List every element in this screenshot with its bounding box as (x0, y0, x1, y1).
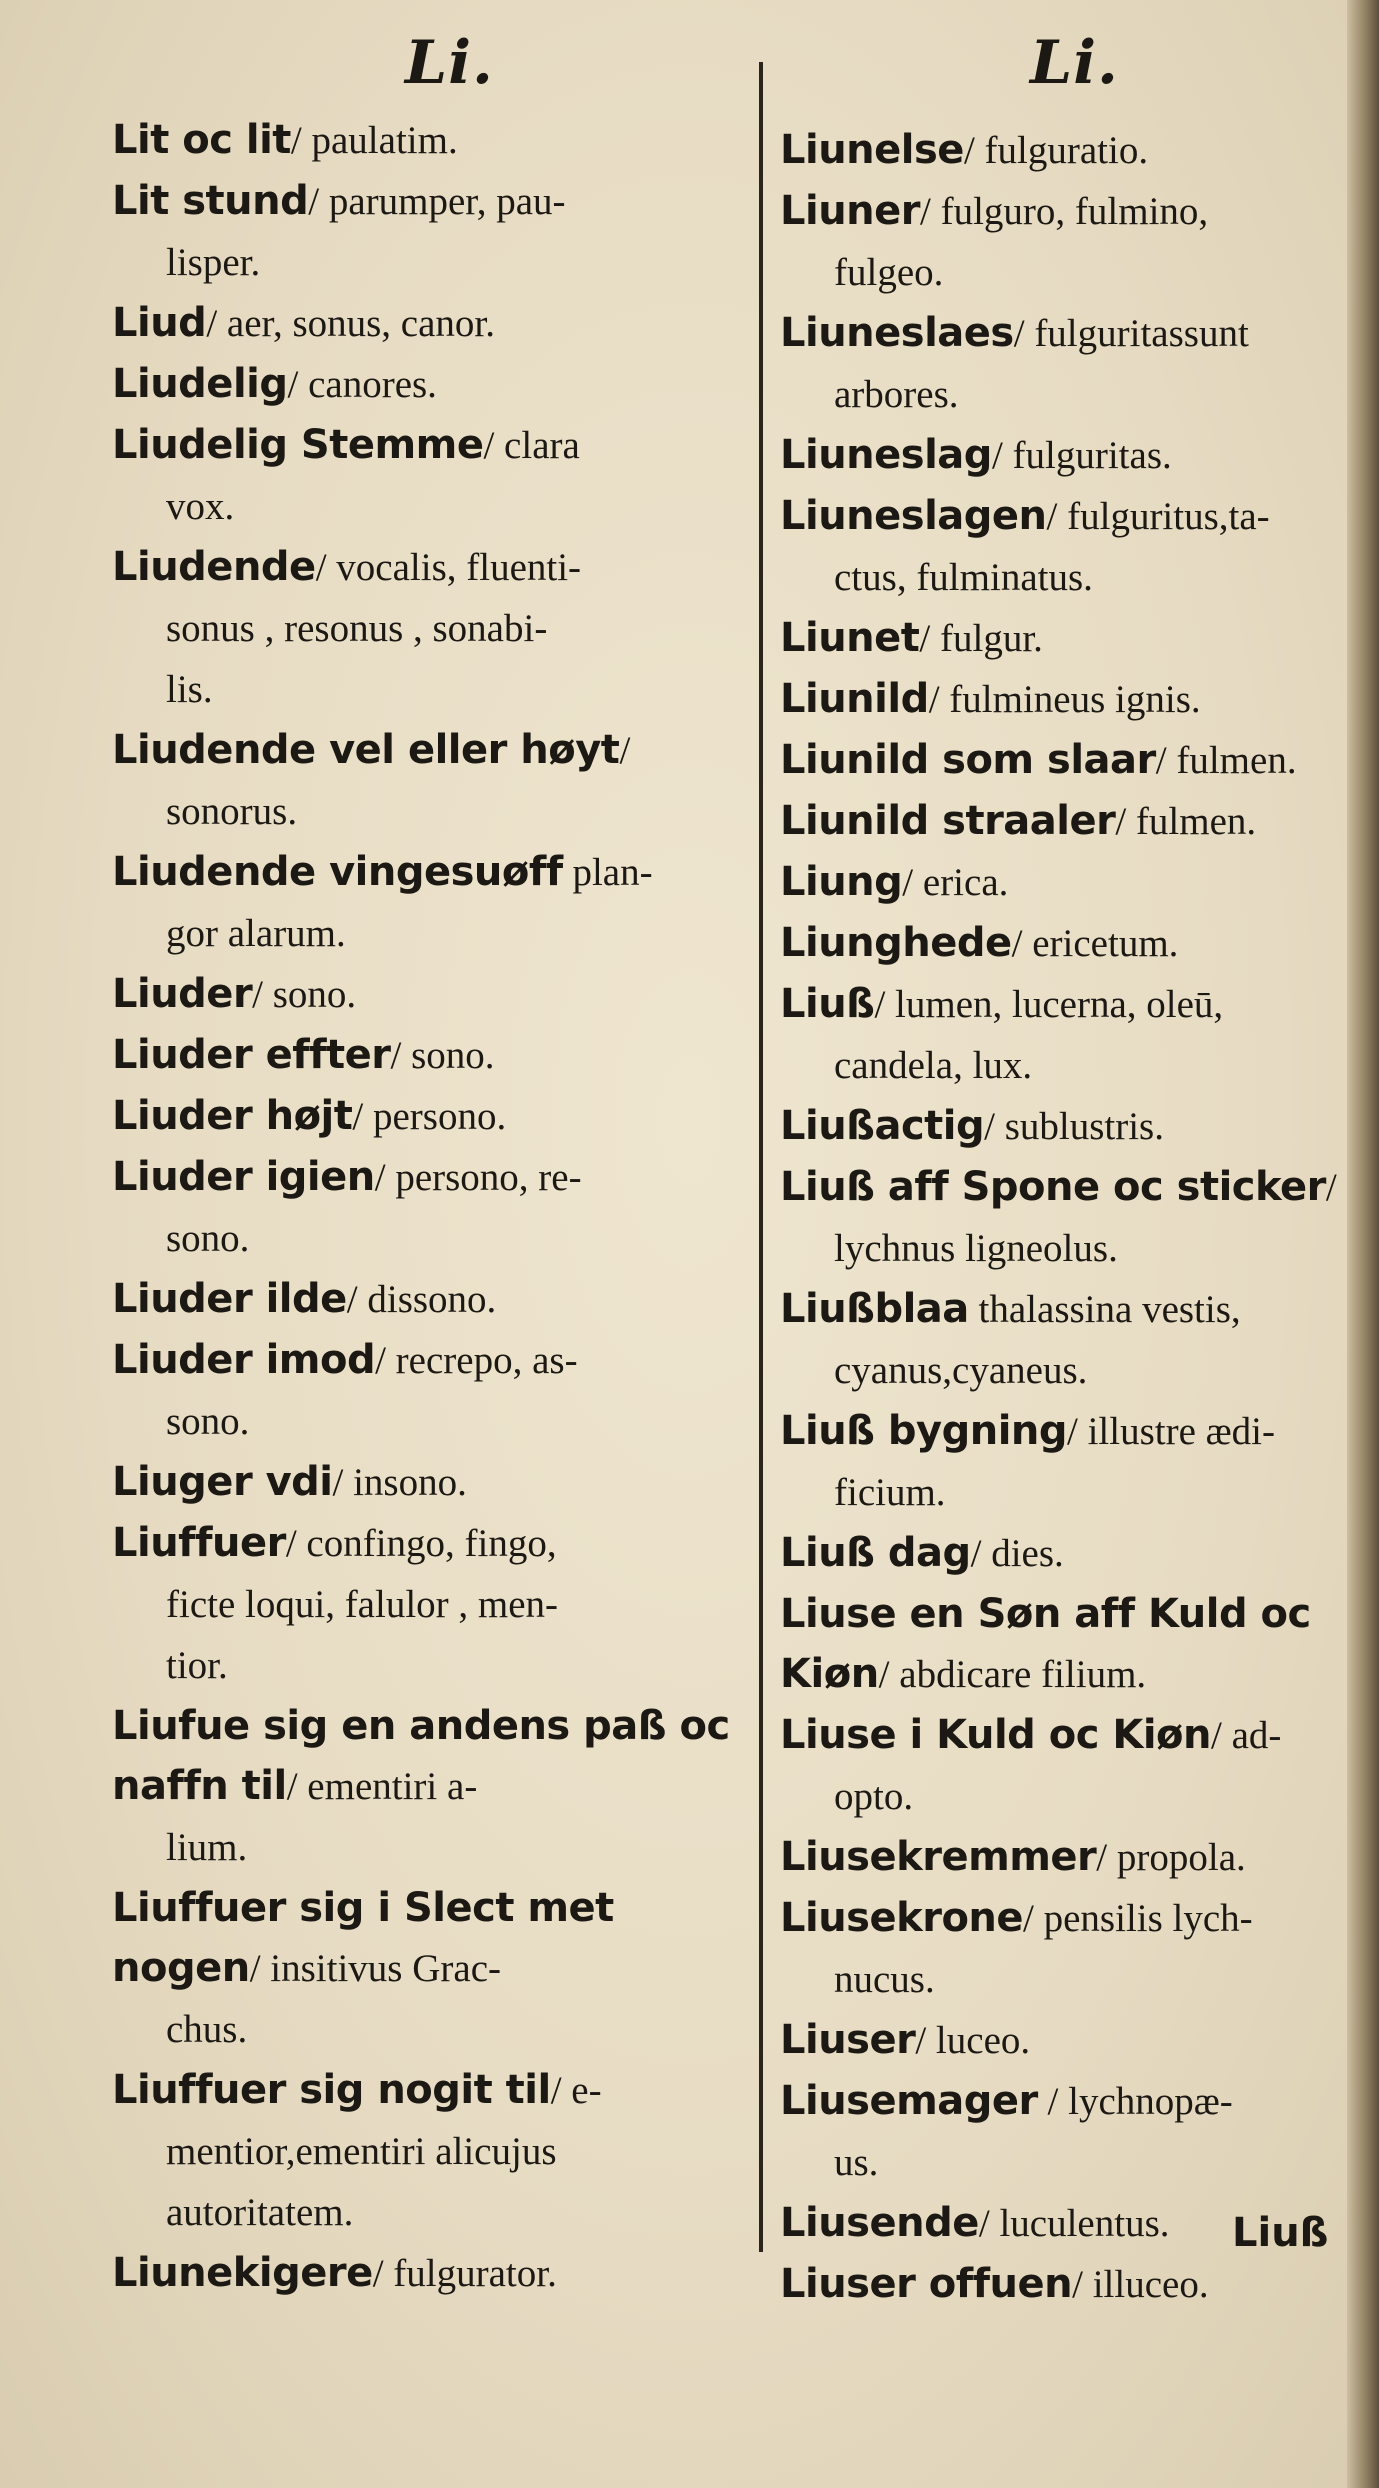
entry-headword: Liudende vingesuøff (112, 849, 563, 895)
dictionary-entry-continuation (780, 1766, 1360, 1827)
entry-headword: Liuser offuen (780, 2261, 1073, 2307)
dictionary-entry (780, 2071, 1360, 2132)
entry-definition: fulgeo. (834, 251, 944, 294)
entry-headword: Lit stund (112, 178, 309, 224)
dictionary-entry-continuation (780, 2132, 1360, 2193)
dictionary-entry (780, 730, 1360, 791)
entry-headword: Liuder effter (112, 1032, 391, 1078)
entry-headword: Lit oc lit (112, 117, 291, 163)
entry-definition: / confingo, fingo, (285, 1522, 557, 1565)
dictionary-entry (780, 1279, 1360, 1340)
dictionary-entry (112, 1878, 752, 1999)
entry-definition: ctus, fulminatus. (834, 556, 1093, 599)
dictionary-entry-continuation (780, 1035, 1360, 1096)
entry-definition: chus. (166, 2008, 248, 2051)
entry-definition: / persono, re- (374, 1156, 582, 1199)
entry-headword: Liunild som slaar (780, 737, 1156, 783)
dictionary-entry-continuation (112, 1999, 752, 2060)
dictionary-entry-continuation (112, 1635, 752, 1696)
dictionary-entry (780, 1705, 1360, 1766)
entry-headword: Liuder ilde (112, 1276, 347, 1322)
dictionary-entry (780, 1096, 1360, 1157)
entry-definition: lychnus ligneolus. (834, 1227, 1118, 1270)
entry-headword: Liuder imod (112, 1337, 376, 1383)
entry-headword: Liuß bygning (780, 1408, 1068, 1454)
dictionary-entry (112, 1452, 752, 1513)
dictionary-entry (112, 964, 752, 1025)
entry-headword: Liuffuer sig i Slect met nogen (112, 1885, 614, 1991)
dictionary-entry (780, 791, 1360, 852)
dictionary-entry (780, 913, 1360, 974)
entry-definition: tior. (166, 1644, 228, 1687)
dictionary-entry (112, 171, 752, 232)
entry-definition: sonorus. (166, 790, 298, 833)
entry-definition: nucus. (834, 1958, 935, 2001)
entry-definition: / fulmen. (1155, 739, 1297, 782)
dictionary-entry (780, 486, 1360, 547)
page-header-left: Li. (405, 28, 494, 98)
entry-definition: / paulatim. (290, 119, 458, 162)
dictionary-entry-continuation (780, 547, 1360, 608)
entry-headword: Liunet (780, 615, 920, 661)
entry-definition: cyanus,cyaneus. (834, 1349, 1088, 1392)
entry-definition: lisper. (166, 241, 261, 284)
dictionary-entry (112, 354, 752, 415)
entry-headword: Liunild straaler (780, 798, 1116, 844)
dictionary-entry (780, 2010, 1360, 2071)
dictionary-entry (780, 669, 1360, 730)
entry-definition: / lumen, lucerna, oleū, (874, 983, 1224, 1026)
dictionary-entry (112, 110, 752, 171)
entry-headword: Liusende (780, 2200, 979, 2246)
entry-definition: / fulguratio. (963, 129, 1149, 172)
entry-definition: arbores. (834, 373, 959, 416)
entry-definition: / illuceo. (1072, 2263, 1209, 2306)
entry-definition: / dissono. (346, 1278, 497, 1321)
right-column (780, 120, 1360, 2315)
entry-headword: Liuneslagen (780, 493, 1047, 539)
dictionary-entry (112, 537, 752, 598)
entry-definition: lis. (166, 668, 213, 711)
dictionary-entry (780, 120, 1360, 181)
entry-definition: sono. (166, 1400, 250, 1443)
entry-definition: / e- (550, 2069, 602, 2112)
dictionary-entry-continuation (780, 1462, 1360, 1523)
dictionary-entry (112, 1147, 752, 1208)
entry-definition: / lychnopæ- (1037, 2080, 1233, 2123)
dictionary-entry-continuation (780, 1340, 1360, 1401)
entry-headword: Liudende vel eller høyt (112, 727, 620, 773)
entry-definition: / sono. (252, 973, 357, 1016)
entry-headword: Liuner (780, 188, 921, 234)
dictionary-entry (112, 842, 752, 903)
entry-definition: / fulmineus ignis. (928, 678, 1201, 721)
entry-definition: / fulguritas. (991, 434, 1172, 477)
entry-definition: / ad- (1211, 1714, 1282, 1757)
dictionary-entry (780, 2254, 1360, 2315)
dictionary-entry (780, 181, 1360, 242)
dictionary-entry-continuation (112, 781, 752, 842)
entry-definition: / pensilis lych- (1023, 1897, 1253, 1940)
entry-headword: Liußactig (780, 1103, 985, 1149)
dictionary-entry-continuation (112, 232, 752, 293)
entry-headword: Liuser (780, 2017, 916, 2063)
entry-headword: Liuß dag (780, 1530, 971, 1576)
dictionary-entry (780, 974, 1360, 1035)
entry-definition: / vocalis, fluenti- (315, 546, 582, 589)
entry-headword: Liudelig (112, 361, 288, 407)
entry-headword: Liuder højt (112, 1093, 353, 1139)
entry-headword: Liuffuer (112, 1520, 286, 1566)
entry-headword: Liud (112, 300, 207, 346)
dictionary-entry (112, 1330, 752, 1391)
entry-headword: Liung (780, 859, 903, 905)
dictionary-entry (780, 1584, 1360, 1705)
entry-headword: Liunild (780, 676, 929, 722)
dictionary-entry-continuation (780, 1949, 1360, 2010)
dictionary-entry-continuation (112, 1817, 752, 1878)
dictionary-entry (112, 1513, 752, 1574)
entry-headword: Liuneslag (780, 432, 992, 478)
entry-definition: / recrepo, as- (375, 1339, 578, 1382)
dictionary-entry-continuation (112, 2182, 752, 2243)
entry-headword: Liudelig Stemme (112, 422, 484, 468)
entry-headword: Liusemager (780, 2078, 1038, 2124)
dictionary-entry-continuation (112, 1208, 752, 1269)
dictionary-entry (780, 1827, 1360, 1888)
entry-definition: / insono. (332, 1461, 467, 1504)
dictionary-entry (112, 1025, 752, 1086)
dictionary-entry (112, 293, 752, 354)
entry-definition: vox. (166, 485, 235, 528)
left-column (112, 110, 752, 2304)
entry-definition: / persono. (352, 1095, 507, 1138)
entry-headword: Liunekigere (112, 2250, 373, 2296)
entry-definition: / ementiri a- (286, 1765, 478, 1808)
entry-headword: Liuder igien (112, 1154, 375, 1200)
entry-headword: Liusekremmer (780, 1834, 1097, 1880)
entry-definition: / fulmen. (1115, 800, 1257, 843)
dictionary-entry (112, 415, 752, 476)
entry-headword: Liusekrone (780, 1895, 1024, 1941)
entry-definition: / abdicare filium. (878, 1653, 1147, 1696)
dictionary-entry-continuation (112, 1574, 752, 1635)
dictionary-entry-continuation (780, 242, 1360, 303)
entry-definition: / (1325, 1166, 1337, 1209)
dictionary-entry (780, 1888, 1360, 1949)
entry-definition: us. (834, 2141, 879, 2184)
dictionary-entry-continuation (112, 476, 752, 537)
dictionary-entry-continuation (780, 364, 1360, 425)
entry-headword: Liudende (112, 544, 316, 590)
entry-definition: / fulgurator. (372, 2252, 557, 2295)
entry-definition: / sono. (390, 1034, 495, 1077)
entry-definition: sono. (166, 1217, 250, 1260)
dictionary-entry-continuation (112, 659, 752, 720)
entry-definition: / aer, sonus, canor. (206, 302, 496, 345)
entry-definition: / fulgur. (919, 617, 1043, 660)
entry-headword: Liußblaa (780, 1286, 969, 1332)
entry-definition: / fulguritassunt (1013, 312, 1249, 355)
entry-definition: candela, lux. (834, 1044, 1033, 1087)
dictionary-entry (112, 2243, 752, 2304)
dictionary-entry-continuation (780, 1218, 1360, 1279)
dictionary-entry (780, 1401, 1360, 1462)
entry-definition: sonus , resonus , sonabi- (166, 607, 548, 650)
entry-definition: mentior,ementiri alicujus (166, 2130, 557, 2173)
dictionary-entry-continuation (112, 1391, 752, 1452)
entry-definition: / illustre ædi- (1067, 1410, 1276, 1453)
dictionary-entry (780, 1157, 1360, 1218)
entry-definition: lium. (166, 1826, 248, 1869)
entry-headword: Liuß aff Spone oc sticker (780, 1164, 1326, 1210)
dictionary-entry-continuation (112, 903, 752, 964)
dictionary-entry-continuation (112, 2121, 752, 2182)
entry-definition: / erica. (902, 861, 1009, 904)
entry-definition: / (619, 729, 631, 772)
page-header-right: Li. (1030, 28, 1119, 98)
catchword: Liuß (1232, 2210, 1329, 2256)
entry-definition: / canores. (287, 363, 437, 406)
entry-headword: Liuß (780, 981, 875, 1027)
entry-headword: Liuffuer sig nogit til (112, 2067, 551, 2113)
entry-definition: ficte loqui, falulor , men- (166, 1583, 559, 1626)
entry-definition: / dies. (970, 1532, 1064, 1575)
entry-definition: / parumper, pau- (308, 180, 566, 223)
dictionary-entry (112, 1086, 752, 1147)
entry-definition: ficium. (834, 1471, 946, 1514)
entry-definition: / fulguritus,ta- (1046, 495, 1270, 538)
entry-definition: / insitivus Grac- (249, 1947, 501, 1990)
dictionary-entry (780, 303, 1360, 364)
entry-headword: Liunghede (780, 920, 1012, 966)
dictionary-entry (780, 1523, 1360, 1584)
dictionary-entry (112, 1269, 752, 1330)
entry-headword: Liufue sig en andens paß oc naffn til (112, 1703, 730, 1809)
entry-definition: thalassina vestis, (968, 1288, 1241, 1331)
dictionary-entry-continuation (112, 598, 752, 659)
entry-headword: Liunelse (780, 127, 964, 173)
entry-definition: gor alarum. (166, 912, 346, 955)
dictionary-entry (112, 720, 752, 781)
entry-definition: / clara (483, 424, 580, 467)
entry-headword: Liuneslaes (780, 310, 1014, 356)
entry-definition: / sublustris. (984, 1105, 1164, 1148)
entry-headword: Liuder (112, 971, 253, 1017)
dictionary-entry (780, 852, 1360, 913)
entry-definition: autoritatem. (166, 2191, 354, 2234)
entry-definition: opto. (834, 1775, 914, 1818)
dictionary-entry (780, 608, 1360, 669)
entry-headword: Liuger vdi (112, 1459, 333, 1505)
entry-definition: / luculentus. (978, 2202, 1170, 2245)
dictionary-entry (112, 2060, 752, 2121)
entry-definition: / ericetum. (1011, 922, 1179, 965)
dictionary-entry (112, 1696, 752, 1817)
entry-headword: Liuse i Kuld oc Kiøn (780, 1712, 1211, 1758)
entry-definition: / luceo. (915, 2019, 1031, 2062)
column-divider (759, 62, 763, 2252)
entry-definition: / propola. (1096, 1836, 1246, 1879)
dictionary-entry (780, 425, 1360, 486)
entry-definition: / fulguro, fulmino, (920, 190, 1209, 233)
entry-headword: Liuse en Søn aff Kuld oc Kiøn (780, 1591, 1311, 1697)
entry-definition: plan- (562, 851, 653, 894)
